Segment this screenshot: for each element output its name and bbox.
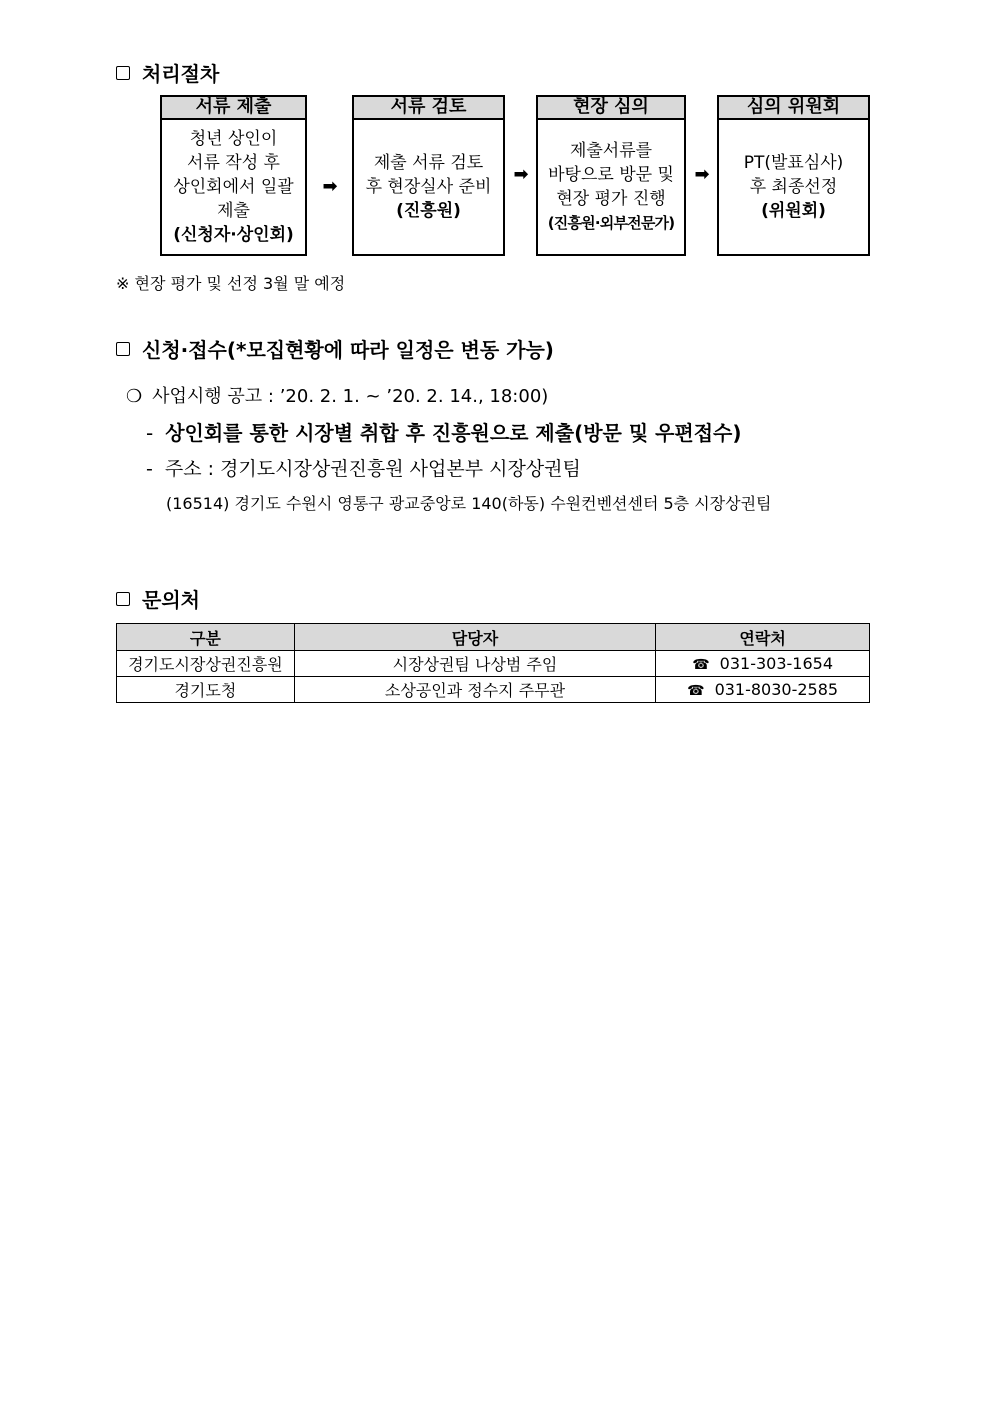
flow-step-2-line: 제출 서류 검토 (373, 153, 484, 173)
flow-step-1-owner: (신청자·상인회) (173, 225, 294, 245)
flow-step-3-line: 현장 평가 진행 (556, 189, 666, 209)
cell-org: 경기도청 (117, 677, 295, 703)
flow-step-1-line: 제출 (217, 201, 250, 221)
cell-phone (656, 651, 870, 677)
section-title-apply (116, 334, 554, 363)
flow-step-4-head: 심의 위원회 (717, 95, 870, 120)
flow-step-1-line: 서류 작성 후 (187, 153, 280, 173)
table-row (117, 651, 870, 677)
section-title-contact (116, 584, 200, 613)
section-title-process (116, 58, 219, 87)
flow-step-1-line: 상인회에서 일괄 (173, 177, 294, 197)
submit-text: 상인회를 통한 시장별 취합 후 진흥원으로 제출(방문 및 우편접수) (165, 421, 742, 445)
table-row (117, 677, 870, 703)
flow-arrow-3: ➡ (694, 164, 710, 185)
flow-step-2-owner: (진흥원) (396, 201, 461, 221)
dash-bullet: - (146, 421, 154, 445)
phone-icon: ☎ (687, 683, 705, 699)
announce-text: 사업시행 공고 : ’20. 2. 1. ~ ’20. 2. 14., 18:00) (152, 386, 549, 407)
flow-step-2-line: 후 현장실사 준비 (365, 177, 492, 197)
dash-bullet: - (146, 458, 153, 480)
flow-step-2-head: 서류 검토 (352, 95, 505, 120)
header-phone: 연락처 (656, 624, 870, 651)
flow-step-4-owner: (위원회) (761, 201, 826, 221)
checkbox-square-icon (116, 592, 130, 606)
address-detail: (16514) 경기도 수원시 영통구 광교중앙로 140(하동) 수원컨벤션센터 5층 시장상권팀 (166, 494, 772, 513)
flow-arrow-1: ➡ (322, 176, 338, 197)
flow-step-1-body (160, 118, 307, 256)
phone-icon: ☎ (692, 657, 710, 673)
flow-step-3-body (536, 118, 686, 256)
header-division: 구분 (117, 624, 295, 651)
schedule-note: ※ 현장 평가 및 선정 3월 말 예정 (116, 274, 346, 293)
address-label-text: 주소 : 경기도시장상권진흥원 사업본부 시장상권팀 (164, 458, 581, 480)
contact-table (116, 623, 870, 703)
cell-person: 소상공인과 정수지 주무관 (294, 677, 655, 703)
flow-step-4-body (717, 118, 870, 256)
flow-step-4-line: 후 최종선정 (749, 177, 838, 197)
flow-step-3-line: 제출서류를 (569, 141, 653, 161)
flow-step-4-line: PT(발표심사) (743, 153, 844, 173)
cell-org: 경기도시장상권진흥원 (117, 651, 295, 677)
flow-step-3-head: 현장 심의 (536, 95, 686, 120)
flow-arrow-2: ➡ (513, 164, 529, 185)
flow-step-2-body (352, 118, 505, 256)
checkbox-square-icon (116, 342, 130, 356)
flow-step-1-line: 청년 상인이 (189, 129, 278, 149)
cell-phone (656, 677, 870, 703)
section-title-text: 신청·접수(*모집현황에 따라 일정은 변동 가능) (142, 338, 554, 362)
announce-line (126, 382, 548, 408)
address-line (146, 454, 581, 481)
flow-step-1-head: 서류 제출 (160, 95, 307, 120)
phone-number: 031-303-1654 (719, 654, 833, 673)
table-header-row (117, 624, 870, 651)
cell-person: 시장상권팀 나상범 주임 (294, 651, 655, 677)
section-title-text: 문의처 (142, 588, 200, 612)
circle-bullet-icon: ❍ (126, 386, 143, 407)
submit-line (146, 417, 742, 446)
section-title-text: 처리절차 (142, 62, 220, 86)
checkbox-square-icon (116, 66, 130, 80)
flow-step-3-owner: (진흥원·외부전문가) (547, 214, 675, 232)
phone-number: 031-8030-2585 (714, 680, 839, 699)
flow-step-3-line: 바탕으로 방문 및 (548, 165, 674, 185)
header-person: 담당자 (294, 624, 655, 651)
